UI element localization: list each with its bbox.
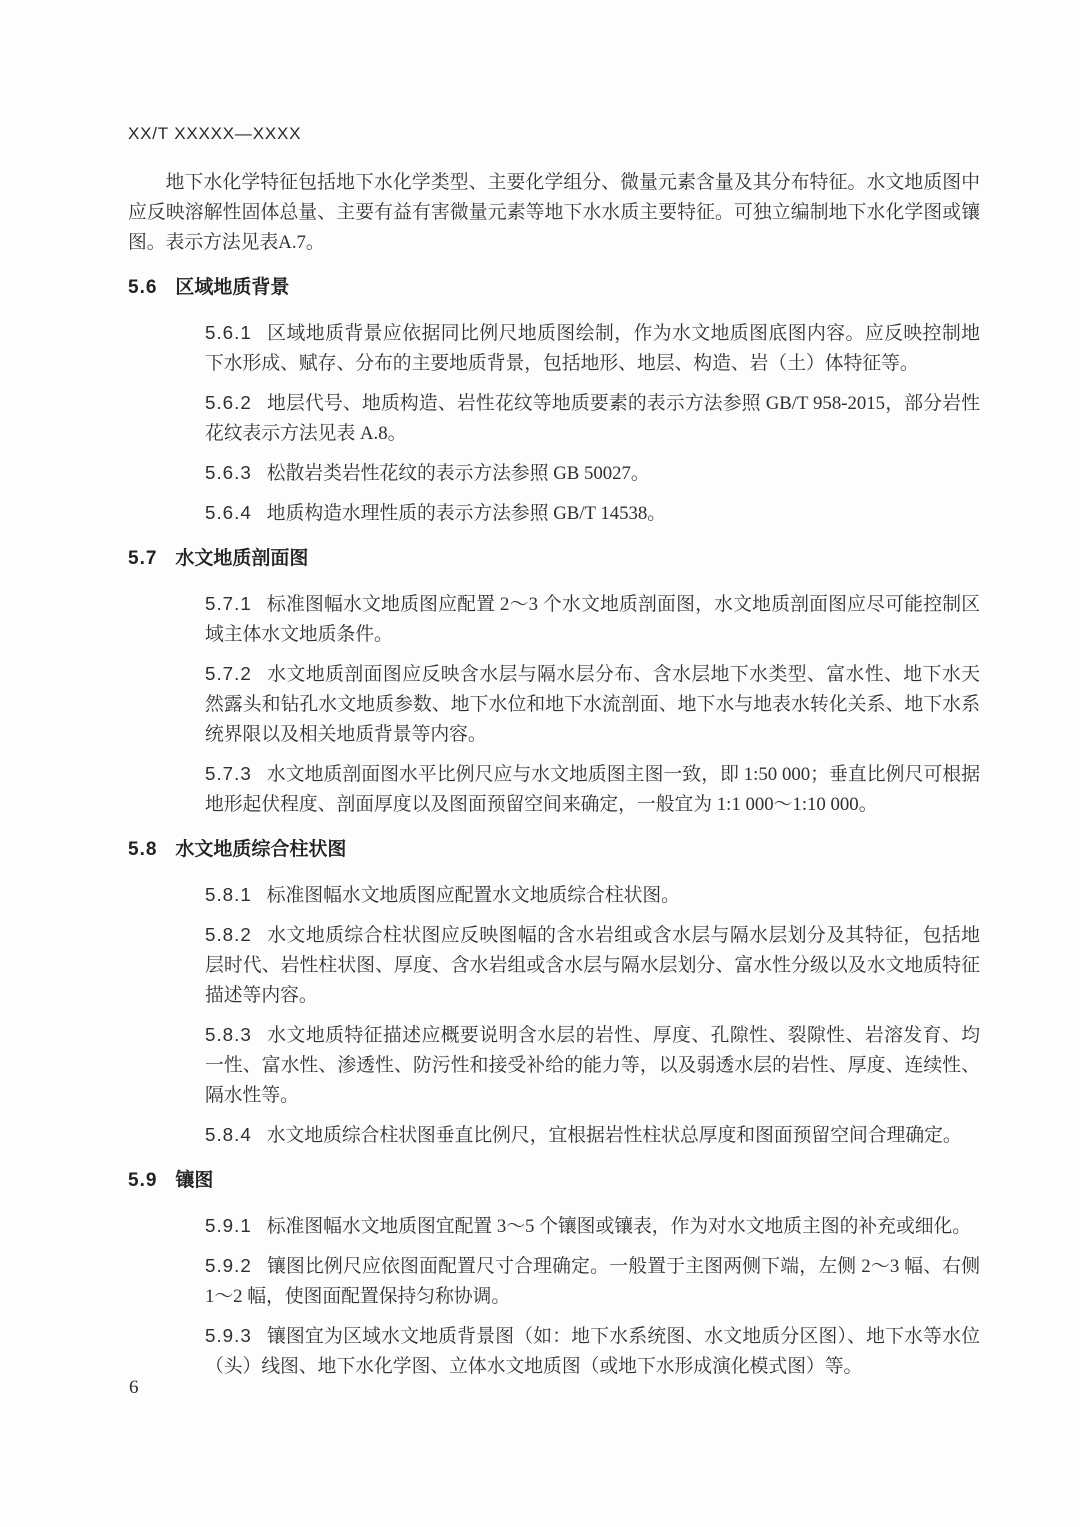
clause-5-8-1	[205, 880, 980, 911]
clause-5-7-1	[205, 589, 980, 650]
clause-5-8-4	[205, 1120, 980, 1151]
clause-number: 5.7.1	[205, 593, 252, 614]
clause-text: 标准图幅水文地质图宜配置 3～5 个镶图或镶表，作为对水文地质主图的补充或细化。	[266, 1216, 972, 1237]
clause-text: 区域地质背景应依据同比例尺地质图绘制，作为水文地质图底图内容。应反映控制地下水形成、赋存、分布的主要地质背景，包括地形、地层、构造、岩（土）体特征等。	[205, 323, 980, 374]
clause-5-9-1	[205, 1211, 980, 1242]
clause-5-6-4	[205, 498, 980, 529]
section-number: 5.7	[128, 548, 158, 569]
clause-5-9-2	[205, 1251, 980, 1312]
section-title: 区域地质背景	[175, 277, 290, 298]
clause-number: 5.9.3	[205, 1325, 252, 1346]
clause-5-8-2	[205, 920, 980, 1011]
clause-number: 5.6.3	[205, 462, 252, 483]
clause-5-6-1	[205, 318, 980, 379]
clause-number: 5.6.2	[205, 392, 252, 413]
clause-number: 5.7.2	[205, 663, 252, 684]
section-title: 水文地质综合柱状图	[175, 839, 347, 860]
clause-text: 水文地质综合柱状图应反映图幅的含水岩组或含水层与隔水层划分及其特征，包括地层时代、岩性柱状图、厚度、含水岩组或含水层与隔水层划分、富水性分级以及水文地质特征描述等内容。	[205, 925, 980, 1006]
section-title: 水文地质剖面图	[175, 548, 309, 569]
clause-text: 水文地质特征描述应概要说明含水层的岩性、厚度、孔隙性、裂隙性、岩溶发育、均一性、富水性、渗透性、防污性和接受补给的能力等，以及弱透水层的岩性、厚度、连续性、隔水性等。	[205, 1025, 980, 1106]
standard-code-text: XX/T XXXXX—XXXX	[128, 124, 302, 143]
section-heading-5-6	[128, 274, 980, 302]
clause-text: 地层代号、地质构造、岩性花纹等地质要素的表示方法参照 GB/T 958-2015，部分岩性花纹表示方法见表 A.8。	[205, 393, 980, 444]
clause-5-6-2	[205, 388, 980, 449]
clause-number: 5.6.4	[205, 502, 252, 523]
clause-number: 5.7.3	[205, 763, 252, 784]
clause-number: 5.8.3	[205, 1024, 252, 1045]
clause-number: 5.9.1	[205, 1215, 252, 1236]
clause-text: 水文地质剖面图应反映含水层与隔水层分布、含水层地下水类型、富水性、地下水天然露头和钻孔水文地质参数、地下水位和地下水流剖面、地下水与地表水转化关系、地下水系统界限以及相关地质背景等内容。	[205, 664, 980, 745]
clause-text: 松散岩类岩性花纹的表示方法参照 GB 50027。	[266, 463, 650, 484]
section-heading-5-8	[128, 836, 980, 864]
clause-text: 标准图幅水文地质图应配置水文地质综合柱状图。	[266, 885, 680, 906]
clause-5-8-3	[205, 1020, 980, 1111]
clause-5-9-3	[205, 1321, 980, 1382]
clause-number: 5.6.1	[205, 322, 252, 343]
clause-text: 镶图比例尺应依图面配置尺寸合理确定。一般置于主图两侧下端，左侧 2～3 幅、右侧 1～2 幅，使图面配置保持匀称协调。	[205, 1256, 980, 1307]
standard-code-header	[128, 124, 980, 144]
section-heading-5-7	[128, 545, 980, 573]
clause-text: 水文地质剖面图水平比例尺应与水文地质图主图一致，即 1:50 000；垂直比例尺可根据地形起伏程度、剖面厚度以及图面预留空间来确定，一般宜为 1:1 000～1:10 000。	[205, 764, 980, 815]
section-number: 5.6	[128, 277, 158, 298]
page-number: 6	[129, 1377, 139, 1398]
clause-5-7-3	[205, 759, 980, 820]
section-number: 5.9	[128, 1170, 158, 1191]
clause-number: 5.8.1	[205, 884, 252, 905]
section-number: 5.8	[128, 839, 158, 860]
intro-paragraph: 地下水化学特征包括地下水化学类型、主要化学组分、微量元素含量及其分布特征。水文地质图中应反映溶解性固体总量、主要有益有害微量元素等地下水水质主要特征。可独立编制地下水化学图或镶图。表示方法见表A.7。	[128, 172, 980, 253]
section-title: 镶图	[175, 1170, 214, 1191]
section-heading-5-9	[128, 1167, 980, 1195]
clause-text: 镶图宜为区域水文地质背景图（如：地下水系统图、水文地质分区图）、地下水等水位（头）线图、地下水化学图、立体水文地质图（或地下水形成演化模式图）等。	[205, 1326, 980, 1377]
clause-text: 标准图幅水文地质图应配置 2～3 个水文地质剖面图，水文地质剖面图应尽可能控制区域主体水文地质条件。	[205, 594, 980, 645]
clause-number: 5.9.2	[205, 1255, 252, 1276]
clause-5-7-2	[205, 659, 980, 750]
clause-number: 5.8.4	[205, 1124, 252, 1145]
clause-text: 水文地质综合柱状图垂直比例尺，宜根据岩性柱状总厚度和图面预留空间合理确定。	[266, 1125, 962, 1146]
clause-text: 地质构造水理性质的表示方法参照 GB/T 14538。	[266, 503, 667, 524]
clause-number: 5.8.2	[205, 924, 252, 945]
clause-5-6-3	[205, 458, 980, 489]
